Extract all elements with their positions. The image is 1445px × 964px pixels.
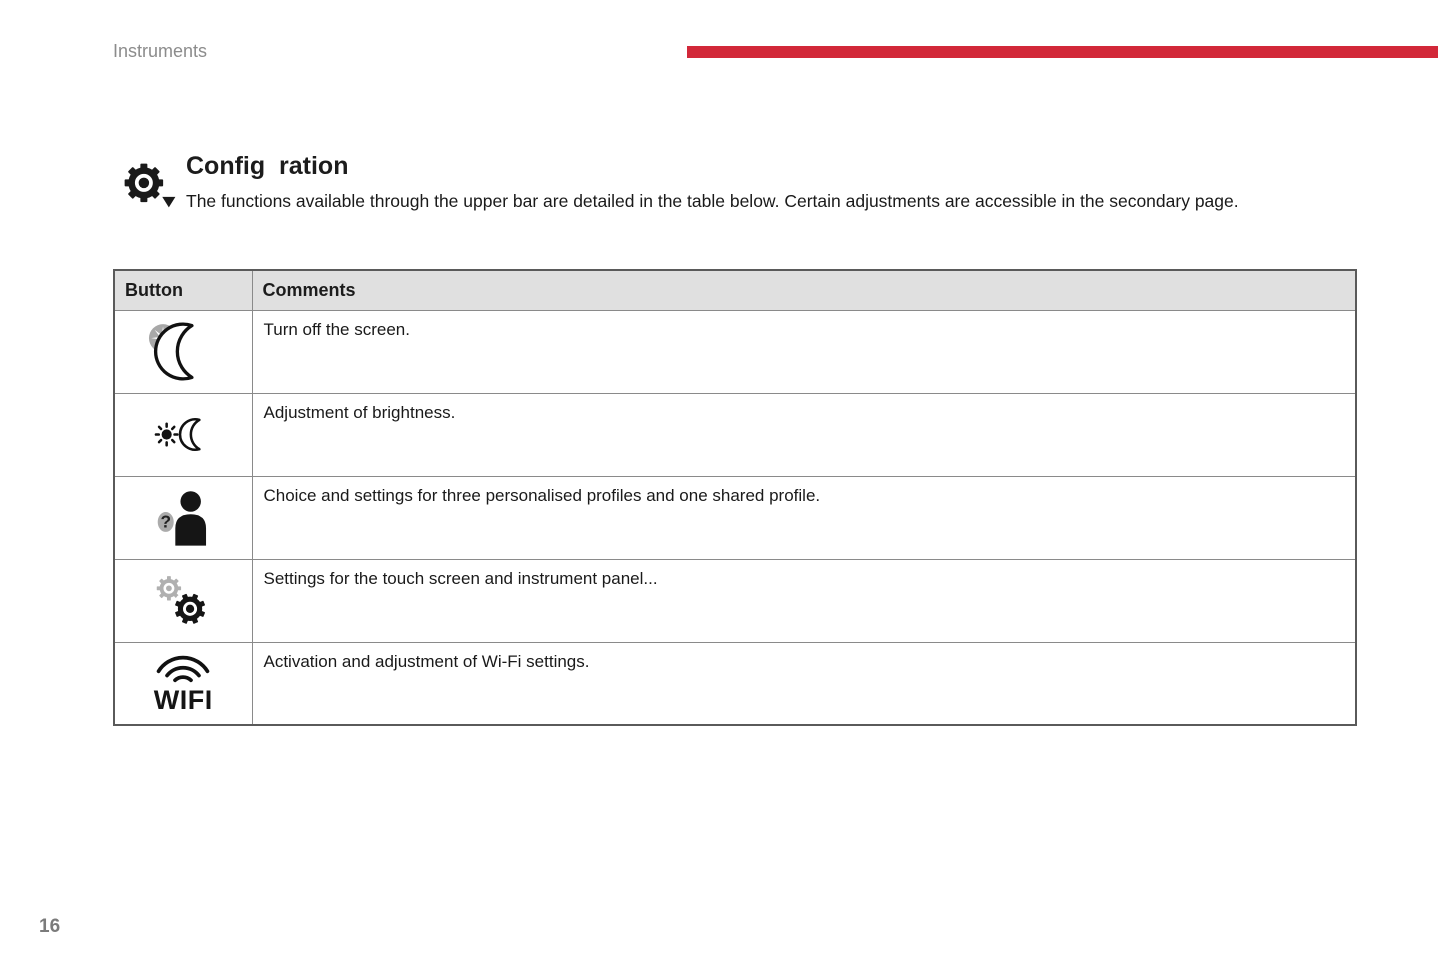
comment-text: Choice and settings for three personalised profiles and one shared profile. xyxy=(252,476,1356,559)
comment-text: Turn off the screen. xyxy=(252,310,1356,393)
comment-text: Activation and adjustment of Wi-Fi settings. xyxy=(252,642,1356,725)
wifi-icon xyxy=(114,642,252,725)
col-header-button: Button xyxy=(114,270,252,310)
svg-text:?: ? xyxy=(160,511,172,532)
page-number: 16 xyxy=(39,916,61,937)
table-row xyxy=(114,559,1356,642)
accent-bar xyxy=(687,46,1438,58)
table-row xyxy=(114,476,1356,559)
settings-gears-icon xyxy=(114,559,252,642)
comment-text: Settings for the touch screen and instrument panel... xyxy=(252,559,1356,642)
table-header-row xyxy=(114,270,1356,310)
wifi-label: WIFI xyxy=(153,685,213,716)
comment-text: Adjustment of brightness. xyxy=(252,393,1356,476)
table-row xyxy=(114,642,1356,725)
chevron-down-icon xyxy=(162,197,175,208)
chapter-label: Instruments xyxy=(113,41,208,61)
screen-off-moon-icon xyxy=(114,310,252,393)
brightness-sun-moon-icon xyxy=(114,393,252,476)
table-row xyxy=(114,393,1356,476)
functions-table xyxy=(113,269,1357,726)
section-intro: The functions available through the upper bar are detailed in the table below. Certain adjustments are accessible in the secondary page. xyxy=(186,191,1239,211)
profiles-person-icon xyxy=(114,476,252,559)
gear-dropdown-icon xyxy=(122,161,178,210)
col-header-comments: Comments xyxy=(252,270,1356,310)
section-title: Config ration xyxy=(186,152,349,180)
table-row xyxy=(114,310,1356,393)
